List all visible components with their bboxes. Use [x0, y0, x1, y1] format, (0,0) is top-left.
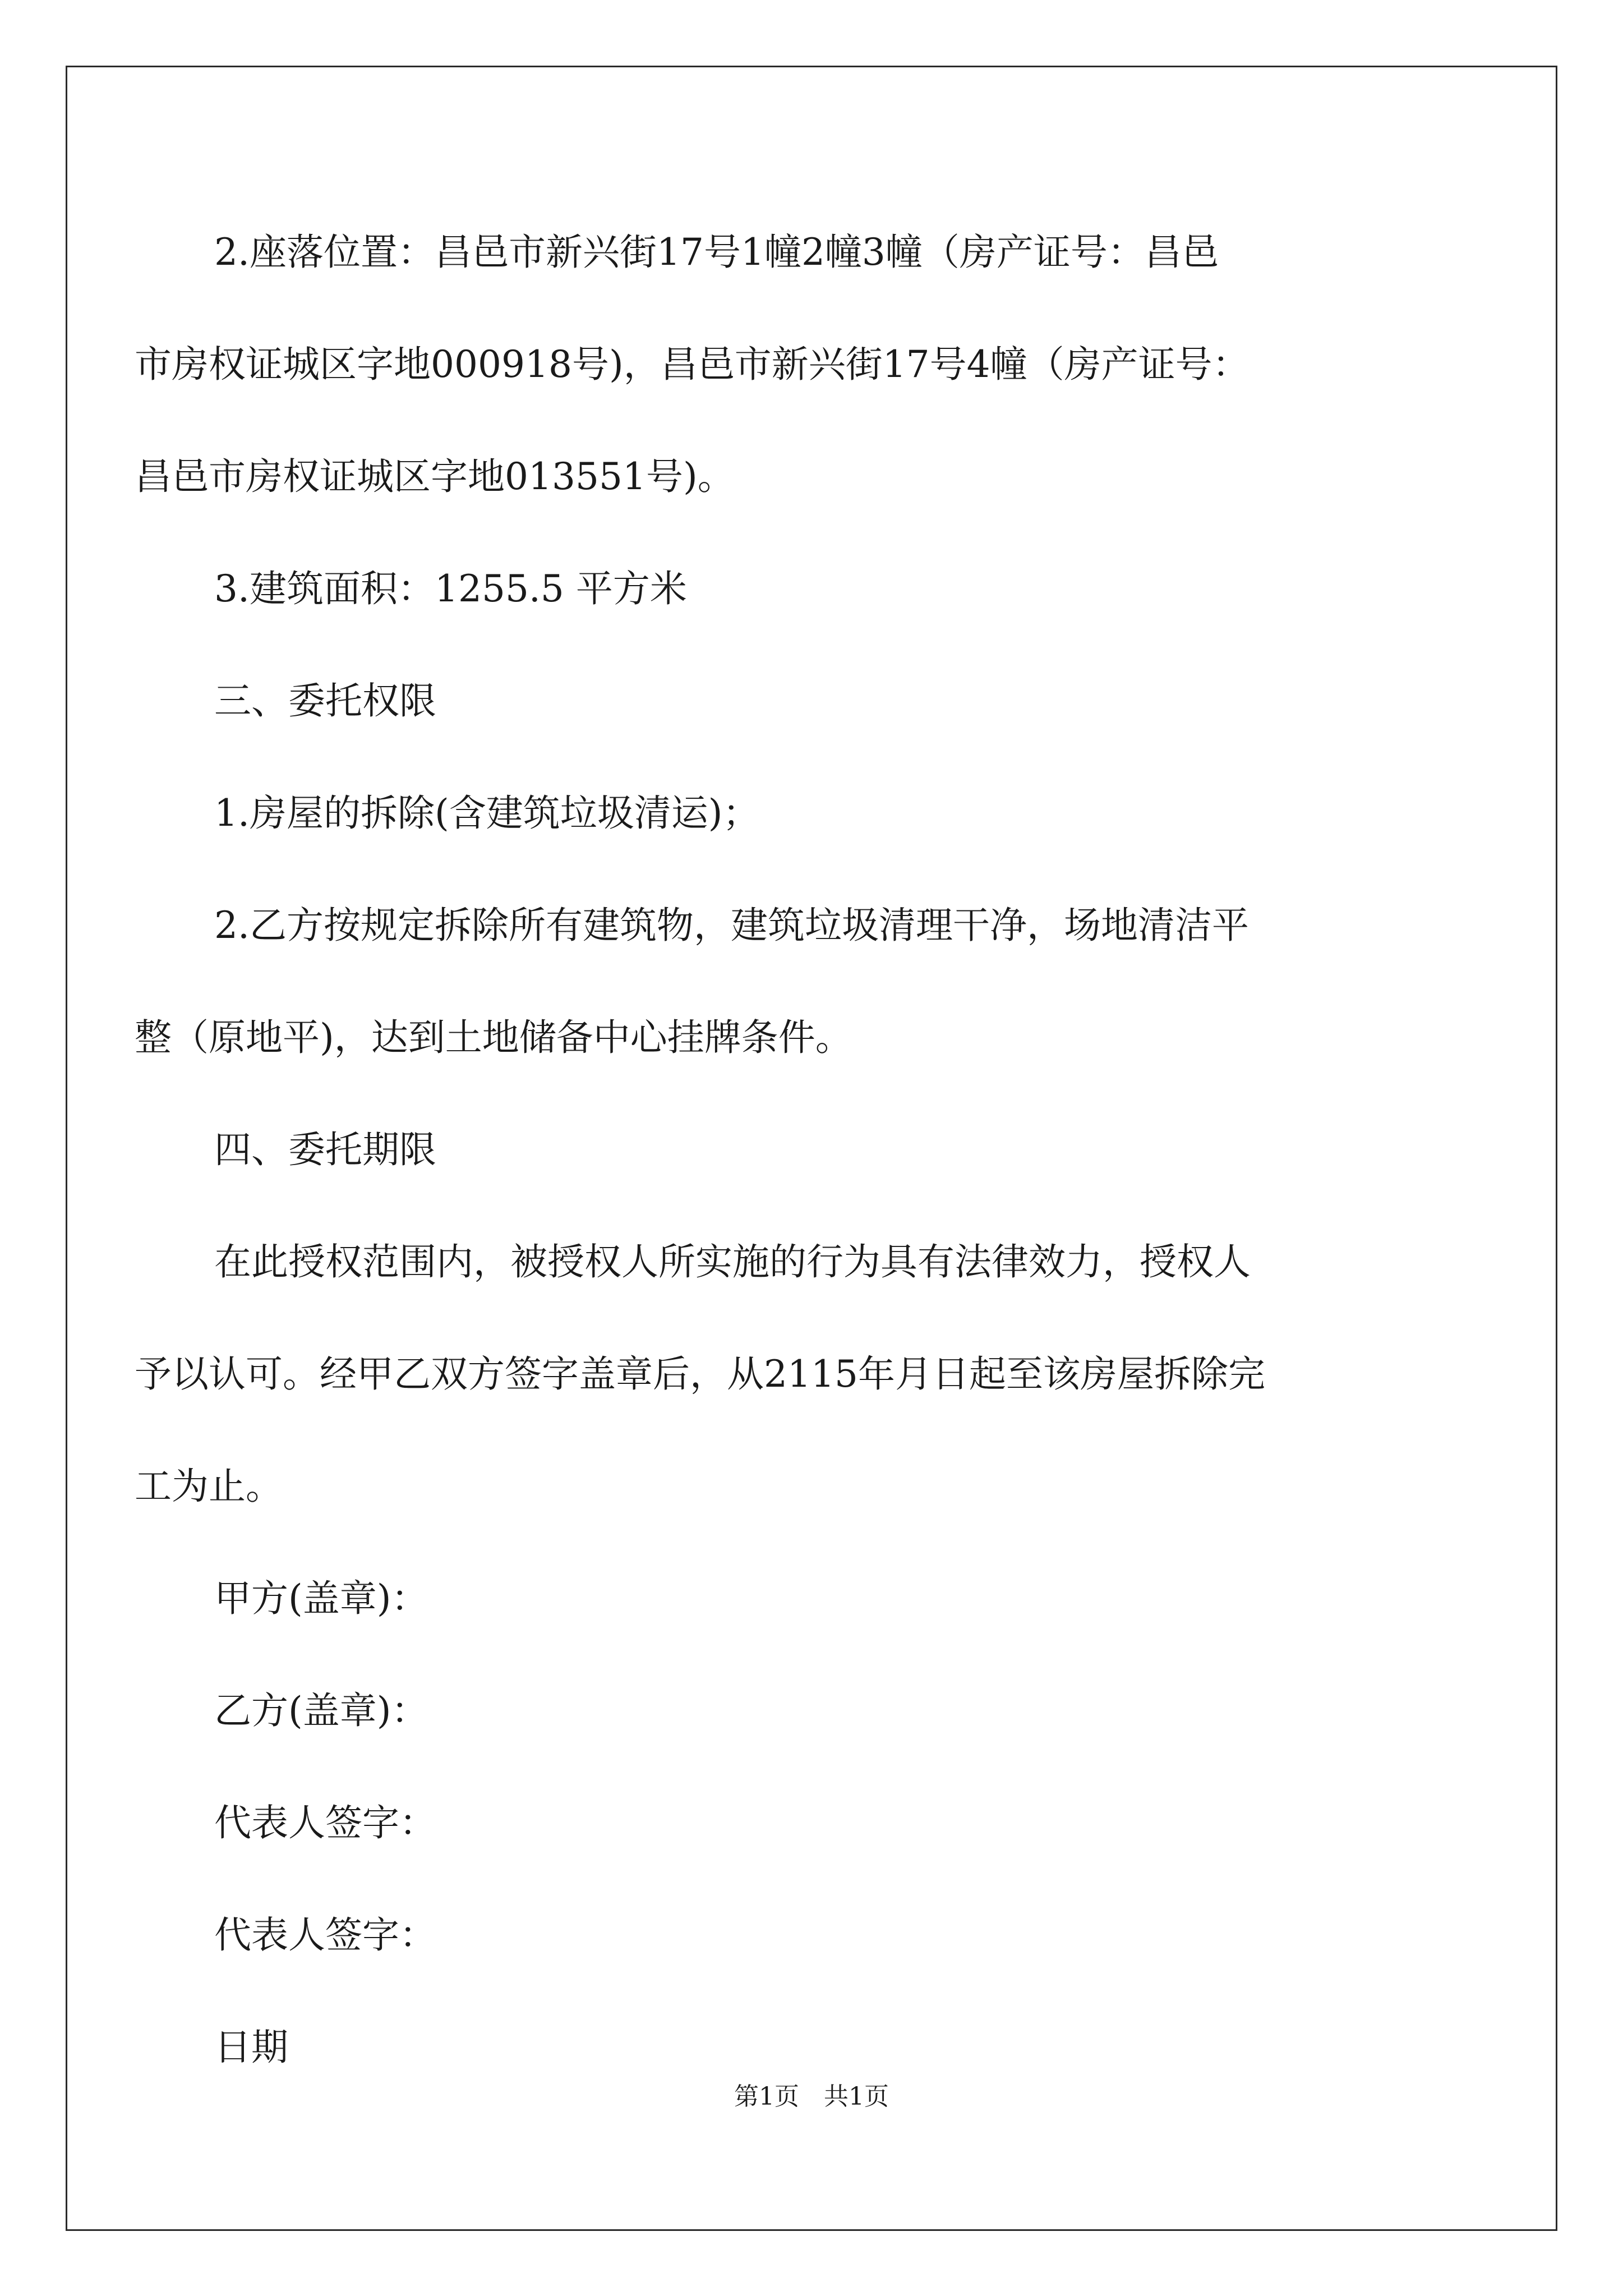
area-paragraph: [135, 533, 1506, 645]
text-line: 代表人签字：: [214, 1913, 436, 1957]
page-number-footer: 第1页 共1页: [734, 2082, 889, 2111]
text-line: 四、委托期限: [214, 1128, 436, 1171]
text-line: 整（原地平)，达到土地储备中心挂牌条件。: [135, 1016, 852, 1059]
representative-signature-1: [135, 1767, 1506, 1879]
text-line: 昌邑市房权证城区字地013551号)。: [135, 455, 735, 498]
scope-item-2: [135, 869, 1506, 1094]
text-line: 予以认可。经甲乙双方签字盖章后，从2115年月日起至该房屋拆除完: [135, 1352, 1265, 1396]
representative-signature-2: [135, 1879, 1506, 1991]
text-line: 1.房屋的拆除(含建筑垃圾清运)；: [214, 792, 760, 835]
text-line: 三、委托权限: [214, 679, 436, 723]
text-line: 市房权证城区字地000918号)，昌邑市新兴街17号4幢（房产证号：: [135, 343, 1249, 386]
text-line: 日期: [214, 2026, 288, 2069]
text-line: 甲方(盖章)：: [214, 1577, 428, 1620]
text-line: 3.建筑面积：1255.5 平方米: [214, 567, 687, 610]
text-line: 2.座落位置：昌邑市新兴街17号1幢2幢3幢（房产证号：昌邑: [214, 231, 1219, 274]
section-heading-scope: [135, 645, 1506, 757]
section-heading-term: [135, 1094, 1506, 1206]
text-line: 在此授权范围内，被授权人所实施的行为具有法律效力，授权人: [214, 1240, 1251, 1283]
text-line: 代表人签字：: [214, 1801, 436, 1844]
scope-item-1: [135, 757, 1506, 869]
text-line: 工为止。: [135, 1465, 283, 1508]
location-paragraph: [135, 196, 1506, 533]
term-paragraph: [135, 1206, 1506, 1543]
party-b-seal: [135, 1655, 1506, 1767]
party-a-seal: [135, 1543, 1506, 1655]
text-line: 乙方(盖章)：: [214, 1689, 428, 1732]
text-line: 2.乙方按规定拆除所有建筑物，建筑垃圾清理干净，场地清洁平: [214, 904, 1249, 947]
